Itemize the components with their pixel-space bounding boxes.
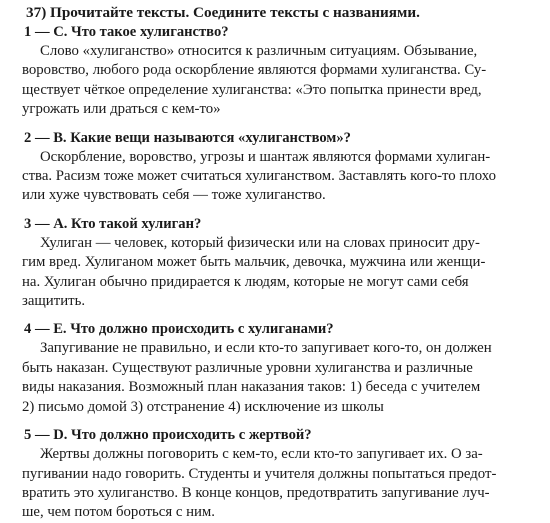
section-1 (22, 23, 536, 120)
section-text (22, 339, 536, 417)
section-heading: 1 — С. Что такое хулиганство? (24, 24, 229, 40)
section-gap (22, 206, 536, 214)
section-gap (22, 311, 536, 319)
section-text (22, 234, 536, 312)
text-line: Хулиган — человек, который физически или на словах приносит дру- (40, 234, 480, 251)
text-line: Оскорбление, воровство, угрозы и шантаж являются формами хулиган- (40, 148, 491, 165)
text-line: 2) письмо домой 3) отстранение 4) исключение из школы (22, 398, 384, 415)
section-heading: 5 — D. Что должно происходить с жертвой? (24, 427, 312, 444)
text-line: виды наказания. Возможный план наказания таков: 1) беседа с учителем (22, 379, 481, 396)
text-line: или хуже чувствовать себя — тоже хулиганство. (22, 187, 326, 204)
text-line: воровство, любого рода оскорбление являются формами хулиганства. Су- (22, 62, 487, 79)
section-gap (22, 417, 536, 425)
text-line: гим вред. Хулиганом может быть мальчик, девочка, мужчина или женщи- (22, 254, 486, 271)
section-text (22, 148, 536, 206)
text-line: ства. Расизм тоже может считаться хулиганством. Заставлять кого-то плохо (22, 168, 496, 185)
task-title: 37) Прочитайте тексты. Соедините тексты с названиями. (26, 4, 420, 21)
text-line: быть наказан. Существуют различные уровни хулиганства и различные (22, 359, 473, 376)
section-2 (22, 129, 536, 206)
text-line: вратить это хулиганство. В конце концов, предотвратить запугивание луч- (22, 484, 490, 501)
section-heading: 3 — А. Кто такой хулиган? (24, 215, 202, 232)
text-line: защитить. (22, 293, 86, 310)
section-text (22, 42, 536, 120)
text-line: Запугивание не правильно, и если кто-то запугивает кого-то, он должен (40, 340, 492, 357)
text-line: Жертвы должны поговорить с кем-то, если кто-то запугивает их. О за- (40, 446, 483, 463)
text-line: пугивании надо говорить. Студенты и учителя должны попытаться предот- (22, 465, 497, 482)
section-3 (22, 215, 536, 312)
section-4 (22, 320, 536, 417)
text-line: ше, чем потом бороться с ним. (22, 504, 215, 521)
section-heading: 4 — Е. Что должно происходить с хулиганами? (24, 321, 334, 338)
text-line: Слово «хулиганство» относится к различным ситуациям. Обзывание, (40, 43, 478, 59)
section-gap (22, 120, 536, 128)
section-heading: 2 — В. Какие вещи называются «хулиганством»? (24, 129, 351, 146)
text-line: ществует чёткое определение хулиганства: «Это попытка принести вред, (22, 81, 482, 98)
text-line: на. Хулиган обычно придирается к людям, которые не могут сами себя (22, 273, 469, 290)
section-5 (22, 426, 536, 523)
text-line: угрожать или драться с кем-то» (22, 101, 221, 118)
